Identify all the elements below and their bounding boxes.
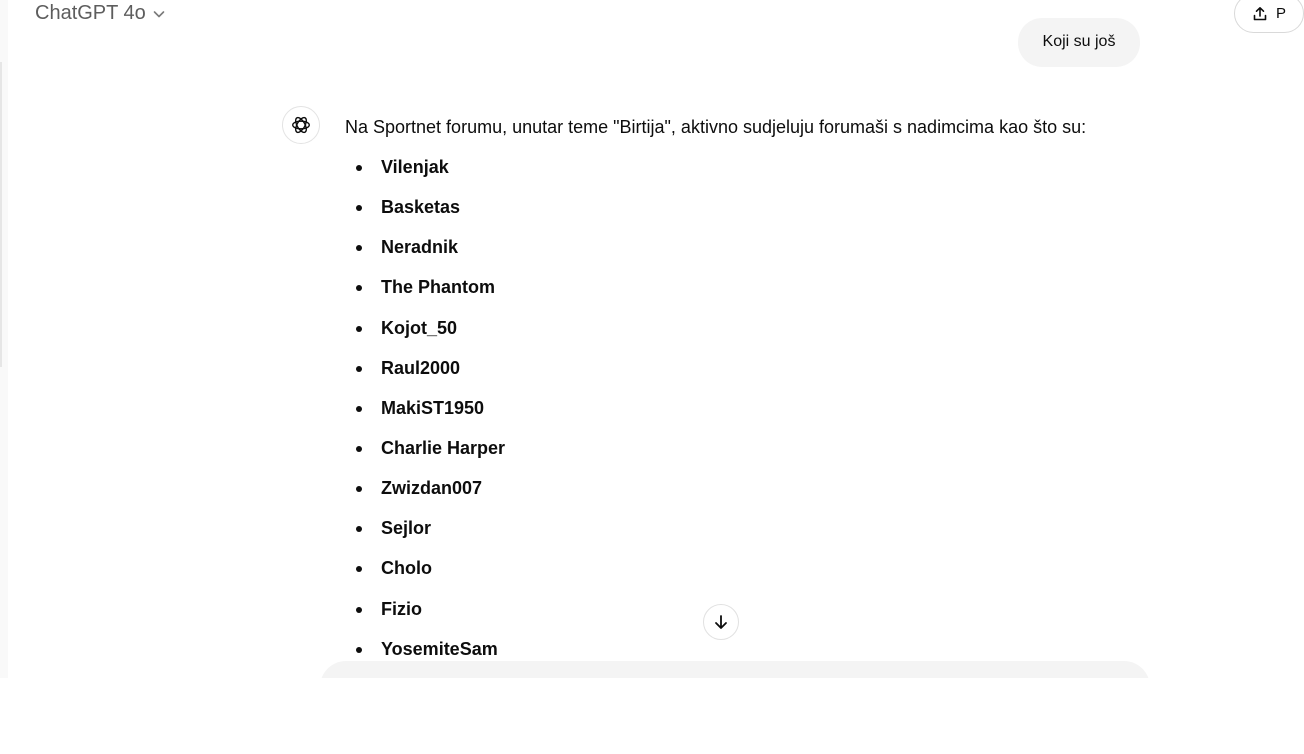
nickname-text: YosemiteSam — [381, 638, 498, 659]
bullet-icon — [356, 245, 362, 251]
user-message-text: Koji su još — [1042, 33, 1116, 50]
bullet-icon — [356, 607, 362, 613]
model-selector[interactable] — [35, 0, 166, 26]
list-item — [345, 397, 1145, 437]
bullet-icon — [356, 486, 362, 492]
nickname-text: Charlie Harper — [381, 437, 506, 458]
list-item — [345, 357, 1145, 397]
assistant-avatar — [282, 106, 320, 144]
assistant-intro-text: Na Sportnet forumu, unutar teme "Birtija", aktivno sudjeluju forumaši s nadimcima kao što su: — [345, 117, 1087, 137]
bullet-icon — [356, 647, 362, 653]
share-label: P — [1276, 5, 1287, 22]
list-item — [345, 317, 1145, 357]
nickname-text: Vilenjak — [381, 157, 449, 177]
list-item — [345, 156, 1145, 196]
nickname-text: The Phantom — [381, 277, 496, 298]
nickname-text: Neradnik — [381, 237, 459, 258]
sidebar-divider — [0, 62, 2, 367]
list-item — [345, 598, 1145, 638]
assistant-message — [345, 116, 1145, 678]
nickname-text: Basketas — [381, 197, 461, 218]
bullet-icon — [356, 285, 362, 291]
list-item — [345, 557, 1145, 597]
nickname-list — [345, 156, 1145, 678]
bullet-icon — [356, 406, 362, 412]
nickname-text: Fizio — [381, 598, 422, 619]
nickname-text: Sejlor — [381, 518, 432, 539]
nickname-text: MakiST1950 — [381, 397, 485, 418]
list-item — [345, 276, 1145, 316]
bullet-icon — [356, 526, 362, 532]
list-item — [345, 437, 1145, 477]
bullet-icon — [356, 366, 362, 372]
bullet-icon — [356, 326, 362, 332]
share-button[interactable] — [1234, 0, 1304, 33]
share-icon — [1252, 6, 1268, 22]
model-label: ChatGPT 4o — [35, 1, 146, 24]
list-item — [345, 236, 1145, 276]
list-item — [345, 517, 1145, 557]
nickname-text: Raul2000 — [381, 357, 461, 378]
bullet-icon — [356, 566, 362, 572]
arrow-down-icon — [712, 613, 730, 631]
sidebar-edge — [0, 0, 8, 680]
openai-logo-icon — [290, 114, 312, 136]
bottom-area — [0, 678, 1280, 754]
bullet-icon — [356, 446, 362, 452]
scroll-to-bottom-button[interactable] — [703, 604, 739, 640]
nickname-text: Kojot_50 — [381, 317, 458, 338]
nickname-text: Zwizdan007 — [381, 478, 483, 499]
chevron-down-icon — [152, 7, 166, 21]
bullet-icon — [356, 165, 362, 171]
list-item — [345, 196, 1145, 236]
user-message-bubble — [1018, 18, 1140, 67]
nickname-text: Cholo — [381, 558, 432, 579]
list-item — [345, 477, 1145, 517]
bullet-icon — [356, 205, 362, 211]
